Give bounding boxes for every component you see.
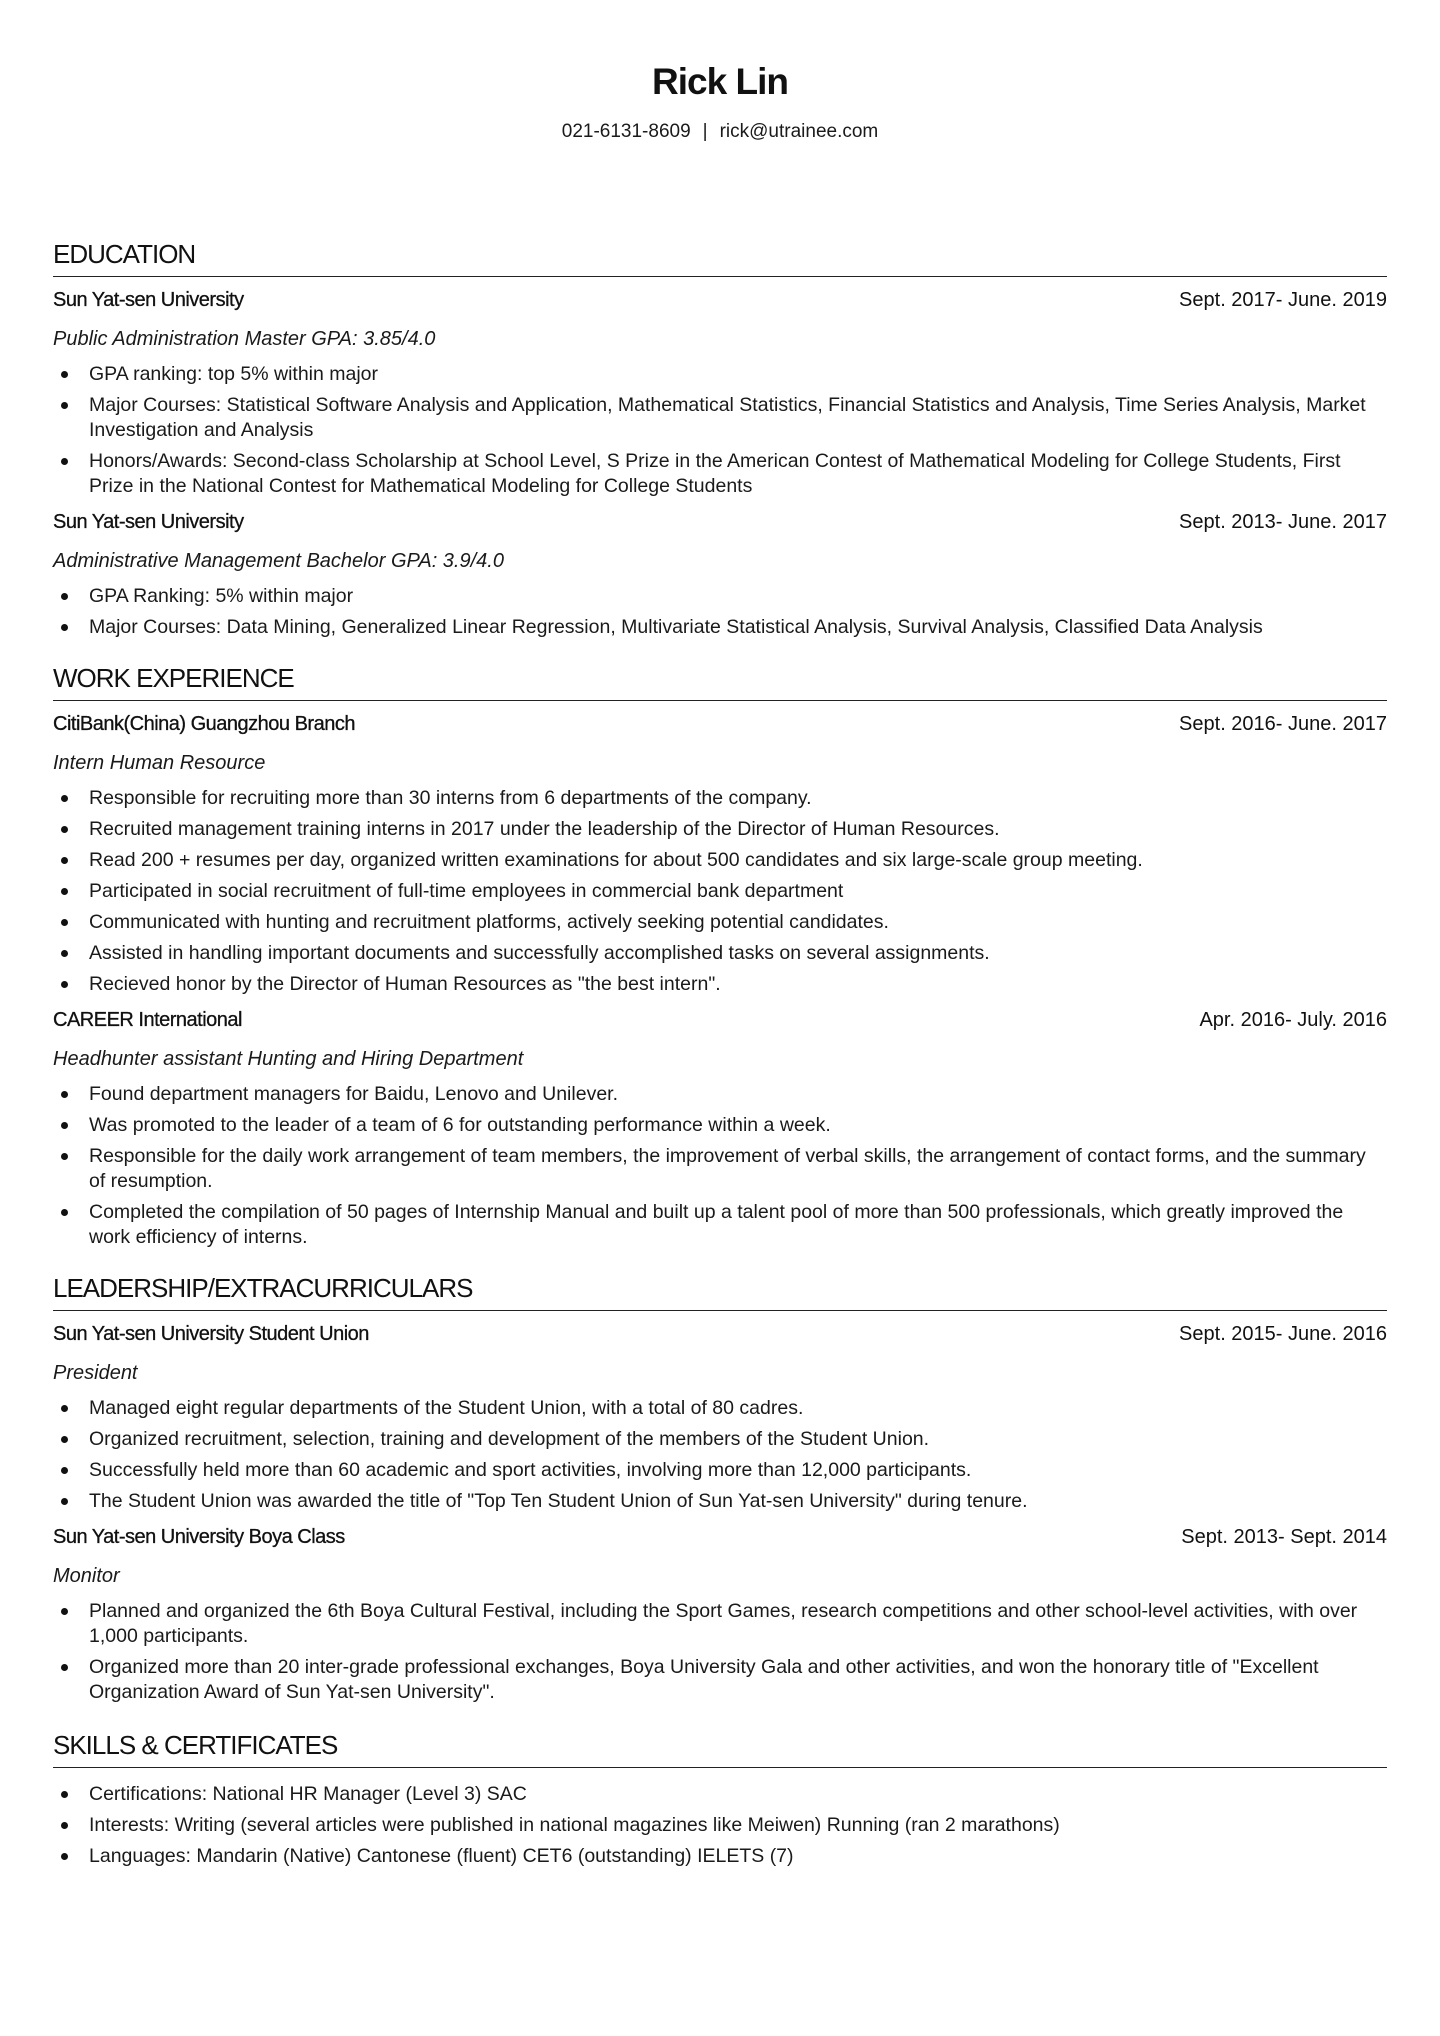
institution-name: Sun Yat-sen University bbox=[53, 511, 244, 533]
bullet-item: Interests: Writing (several articles were published in national magazines like Meiwen) Running (ran 2 marathons) bbox=[53, 1813, 1387, 1838]
bullet-list bbox=[53, 1082, 1387, 1250]
bullet-list bbox=[53, 1782, 1387, 1869]
entry-dates: Sept. 2013- June. 2017 bbox=[1179, 511, 1387, 533]
leadership-section bbox=[53, 1270, 1387, 1705]
candidate-name: Rick Lin bbox=[652, 61, 788, 102]
bullet-item: Major Courses: Statistical Software Analysis and Application, Mathematical Statistics, Financial Statistics and Analysis, Time Series Analysis, Market Investigation and Analysis bbox=[53, 393, 1387, 443]
bullet-item: Responsible for recruiting more than 30 interns from 6 departments of the company. bbox=[53, 786, 1387, 811]
institution-name: Sun Yat-sen University bbox=[53, 289, 244, 311]
degree-line: Administrative Management Bachelor GPA: 3.9/4.0 bbox=[53, 550, 504, 572]
organization-name: Sun Yat-sen University Student Union bbox=[53, 1323, 369, 1345]
work-section bbox=[53, 660, 1387, 1250]
entry-dates: Sept. 2016- June. 2017 bbox=[1179, 713, 1387, 735]
bullet-item: GPA ranking: top 5% within major bbox=[53, 362, 1387, 387]
bullet-item: Responsible for the daily work arrangement of team members, the improvement of verbal skills, the arrangement of contact forms, and the summary of resumption. bbox=[53, 1144, 1387, 1194]
entry-header bbox=[53, 1007, 1387, 1033]
job-title: Headhunter assistant Hunting and Hiring Department bbox=[53, 1048, 524, 1070]
resume-header bbox=[53, 0, 1387, 144]
email-address: rick@utrainee.com bbox=[719, 121, 879, 142]
entry-dates: Sept. 2017- June. 2019 bbox=[1179, 289, 1387, 311]
bullet-list bbox=[53, 1599, 1387, 1705]
education-entry bbox=[53, 509, 1387, 640]
bullet-list bbox=[53, 584, 1387, 640]
section-title-leadership: LEADERSHIP/EXTRACURRICULARS bbox=[53, 1270, 1387, 1311]
entry-dates: Sept. 2015- June. 2016 bbox=[1179, 1323, 1387, 1345]
bullet-item: Languages: Mandarin (Native) Cantonese (fluent) CET6 (outstanding) IELETS (7) bbox=[53, 1844, 1387, 1869]
education-entry bbox=[53, 287, 1387, 499]
position-title: President bbox=[53, 1362, 138, 1384]
contact-separator: | bbox=[702, 121, 708, 142]
bullet-item: Honors/Awards: Second-class Scholarship at School Level, S Prize in the American Contest of Mathematical Modeling for College Students, First Prize in the National Contest for Mathematical Modeling for College Students bbox=[53, 449, 1387, 499]
work-entry bbox=[53, 711, 1387, 997]
organization-name: Sun Yat-sen University Boya Class bbox=[53, 1526, 345, 1548]
phone-number: 021-6131-8609 bbox=[561, 121, 691, 142]
entry-header bbox=[53, 509, 1387, 535]
education-section bbox=[53, 236, 1387, 640]
position-title: Monitor bbox=[53, 1565, 120, 1587]
bullet-list bbox=[53, 786, 1387, 997]
bullet-item: GPA Ranking: 5% within major bbox=[53, 584, 1387, 609]
skills-section bbox=[53, 1727, 1387, 1869]
contact-line bbox=[53, 120, 1387, 144]
section-title-education: EDUCATION bbox=[53, 236, 1387, 277]
job-title: Intern Human Resource bbox=[53, 752, 266, 774]
work-entry bbox=[53, 1007, 1387, 1250]
bullet-item: Recruited management training interns in 2017 under the leadership of the Director of Human Resources. bbox=[53, 817, 1387, 842]
bullet-list bbox=[53, 362, 1387, 499]
bullet-list bbox=[53, 1396, 1387, 1514]
degree-line: Public Administration Master GPA: 3.85/4.0 bbox=[53, 328, 436, 350]
bullet-item: Managed eight regular departments of the Student Union, with a total of 80 cadres. bbox=[53, 1396, 1387, 1421]
bullet-item: Organized recruitment, selection, training and development of the members of the Student Union. bbox=[53, 1427, 1387, 1452]
bullet-item: Major Courses: Data Mining, Generalized Linear Regression, Multivariate Statistical Analysis, Survival Analysis, Classified Data Analysis bbox=[53, 615, 1387, 640]
bullet-item: Completed the compilation of 50 pages of Internship Manual and built up a talent pool of more than 500 professionals, which greatly improved the work efficiency of interns. bbox=[53, 1200, 1387, 1250]
resume-page bbox=[53, 0, 1387, 1875]
bullet-item: Planned and organized the 6th Boya Cultural Festival, including the Sport Games, research competitions and other school-level activities, with over 1,000 participants. bbox=[53, 1599, 1387, 1649]
bullet-item: The Student Union was awarded the title of "Top Ten Student Union of Sun Yat-sen University" during tenure. bbox=[53, 1489, 1387, 1514]
bullet-item: Assisted in handling important documents and successfully accomplished tasks on several assignments. bbox=[53, 941, 1387, 966]
leadership-entry bbox=[53, 1321, 1387, 1514]
entry-dates: Apr. 2016- July. 2016 bbox=[1199, 1009, 1387, 1031]
bullet-item: Organized more than 20 inter-grade professional exchanges, Boya University Gala and other activities, and won the honorary title of "Excellent Organization Award of Sun Yat-sen University". bbox=[53, 1655, 1387, 1705]
bullet-item: Recieved honor by the Director of Human Resources as "the best intern". bbox=[53, 972, 1387, 997]
section-title-skills: SKILLS & CERTIFICATES bbox=[53, 1727, 1387, 1768]
entry-header bbox=[53, 1524, 1387, 1550]
entry-header bbox=[53, 1321, 1387, 1347]
leadership-entry bbox=[53, 1524, 1387, 1705]
entry-header bbox=[53, 287, 1387, 313]
bullet-item: Found department managers for Baidu, Lenovo and Unilever. bbox=[53, 1082, 1387, 1107]
company-name: CitiBank(China) Guangzhou Branch bbox=[53, 713, 355, 735]
entry-dates: Sept. 2013- Sept. 2014 bbox=[1181, 1526, 1387, 1548]
bullet-item: Certifications: National HR Manager (Level 3) SAC bbox=[53, 1782, 1387, 1807]
bullet-item: Successfully held more than 60 academic and sport activities, involving more than 12,000 participants. bbox=[53, 1458, 1387, 1483]
bullet-item: Communicated with hunting and recruitment platforms, actively seeking potential candidates. bbox=[53, 910, 1387, 935]
company-name: CAREER International bbox=[53, 1009, 242, 1031]
bullet-item: Read 200 + resumes per day, organized written examinations for about 500 candidates and six large-scale group meeting. bbox=[53, 848, 1387, 873]
section-title-work: WORK EXPERIENCE bbox=[53, 660, 1387, 701]
bullet-item: Was promoted to the leader of a team of 6 for outstanding performance within a week. bbox=[53, 1113, 1387, 1138]
entry-header bbox=[53, 711, 1387, 737]
bullet-item: Participated in social recruitment of full-time employees in commercial bank department bbox=[53, 879, 1387, 904]
